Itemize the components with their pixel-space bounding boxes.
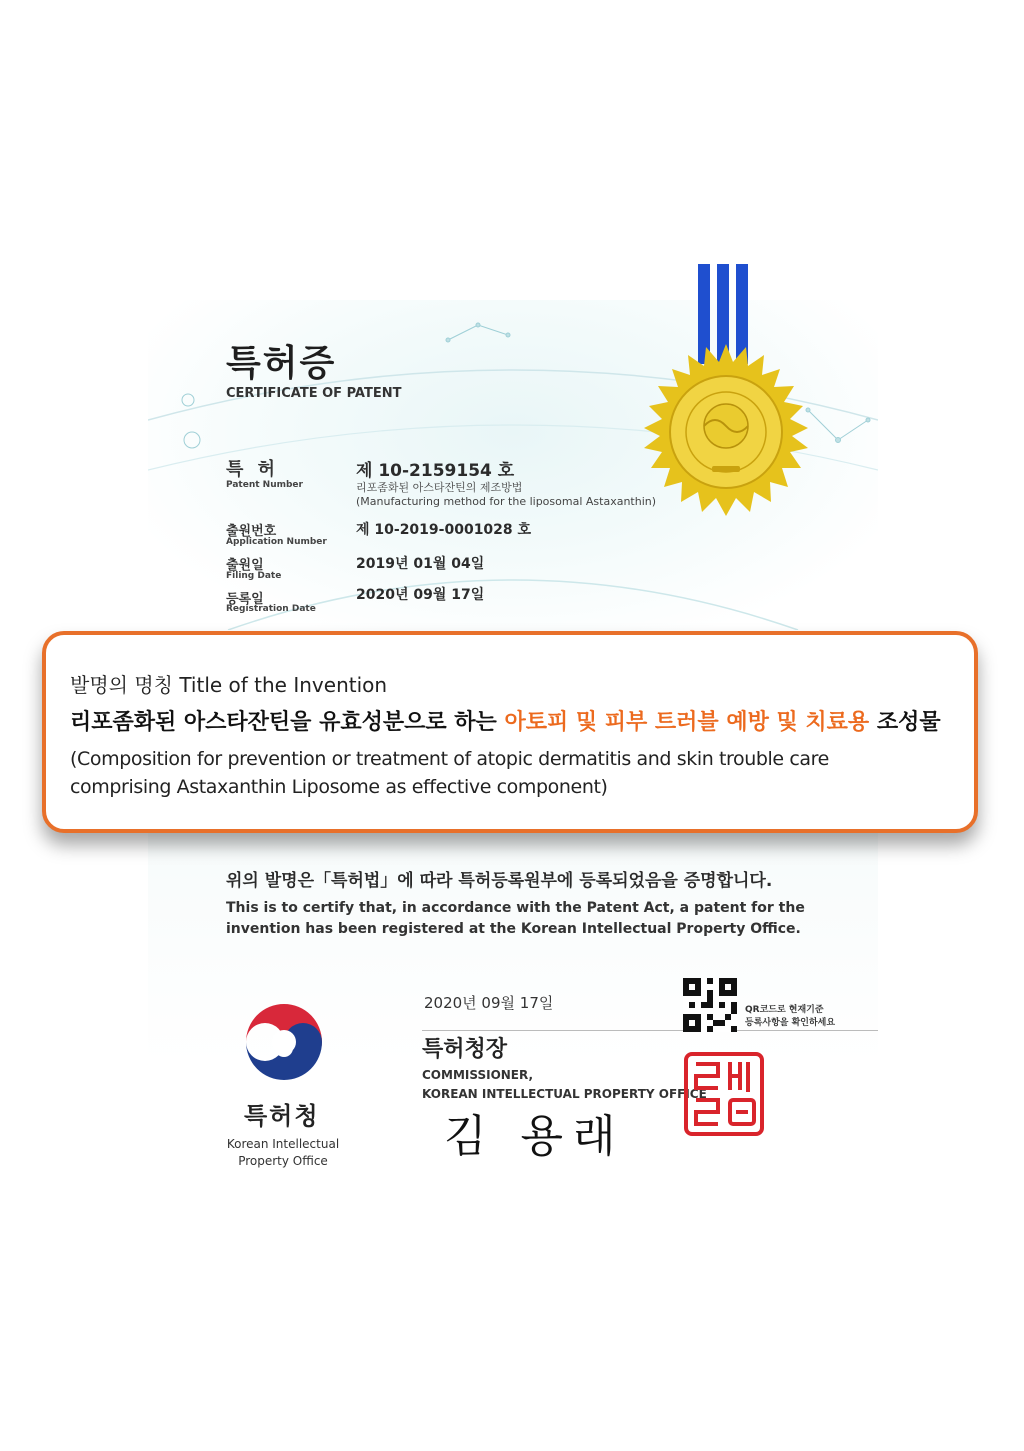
invention-title-ko bbox=[70, 705, 941, 736]
kipo-name-en-line2: Property Office bbox=[238, 1154, 328, 1168]
kipo-taegeuk-logo bbox=[238, 996, 330, 1088]
qr-note-line2: 등록사항을 확인하세요 bbox=[745, 1018, 836, 1028]
divider bbox=[422, 1030, 878, 1031]
commissioner-title-ko: 특허청장 bbox=[422, 1037, 508, 1062]
commissioner-title-en bbox=[422, 1066, 707, 1104]
invention-title-en bbox=[70, 745, 950, 801]
invention-name-en: (Manufacturing method for the liposomal Astaxanthin) bbox=[356, 495, 657, 508]
issue-date: 2020년 09월 17일 bbox=[424, 994, 554, 1012]
commissioner-signature: 김 용래 bbox=[444, 1111, 626, 1162]
kipo-name-en bbox=[218, 1136, 348, 1170]
invention-title-en-line2: comprising Astaxanthin Liposome as effective component) bbox=[70, 776, 608, 798]
invention-title-suffix: 조성물 bbox=[869, 710, 941, 735]
patent-number-value: 제 10-2159154 호 bbox=[356, 461, 515, 481]
invention-title-prefix: 리포좀화된 아스타잔틴을 유효성분으로 하는 bbox=[70, 710, 505, 735]
registration-date-label-en: Registration Date bbox=[226, 604, 316, 614]
certification-statement-ko: 위의 발명은「특허법」에 따라 특허등록원부에 등록되었음을 증명합니다. bbox=[226, 871, 773, 891]
invention-title-highlight: 아토피 및 피부 트러블 예방 및 치료용 bbox=[504, 710, 870, 735]
certificate-title-en: CERTIFICATE OF PATENT bbox=[226, 386, 402, 401]
qr-note-line1: QR코드로 현재기준 bbox=[745, 1005, 824, 1015]
certification-statement-en-line1: This is to certify that, in accordance with the Patent Act, a patent for the bbox=[226, 900, 805, 916]
application-number-label: 출원번호 bbox=[226, 524, 277, 539]
filing-date-label: 출원일 bbox=[226, 558, 264, 573]
invention-title-label: 발명의 명칭 Title of the Invention bbox=[70, 673, 388, 697]
gold-seal-icon bbox=[638, 344, 814, 520]
invention-name-ko: 리포좀화된 아스타잔틴의 제조방법 bbox=[356, 481, 523, 494]
filing-date-label-en: Filing Date bbox=[226, 571, 282, 581]
application-number-value: 제 10-2019-0001028 호 bbox=[356, 522, 532, 538]
certificate-title: 특허증 bbox=[226, 343, 337, 384]
certification-statement-en-line2: invention has been registered at the Korean Intellectual Property Office. bbox=[226, 921, 801, 937]
invention-title-en-line1: (Composition for prevention or treatment of atopic dermatitis and skin trouble care bbox=[70, 748, 829, 770]
certification-statement-en bbox=[226, 898, 826, 940]
kipo-name-en-line1: Korean Intellectual bbox=[226, 1137, 340, 1151]
registration-date-value: 2020년 09월 17일 bbox=[356, 587, 485, 603]
red-stamp-icon bbox=[684, 1052, 764, 1136]
qr-note bbox=[745, 1004, 835, 1030]
filing-date-value: 2019년 01월 04일 bbox=[356, 556, 485, 572]
qr-code-icon bbox=[683, 978, 737, 1032]
commissioner-title-en-line1: COMMISSIONER, bbox=[422, 1068, 534, 1082]
patent-number-label-en: Patent Number bbox=[226, 480, 303, 490]
invention-title-card bbox=[42, 631, 978, 833]
patent-number-label: 특 허 bbox=[226, 459, 280, 480]
kipo-name-ko: 특허청 bbox=[244, 1102, 320, 1130]
registration-date-label: 등록일 bbox=[226, 592, 264, 607]
application-number-label-en: Application Number bbox=[226, 537, 327, 547]
commissioner-title-en-line2: KOREAN INTELLECTUAL PROPERTY OFFICE bbox=[422, 1087, 707, 1101]
